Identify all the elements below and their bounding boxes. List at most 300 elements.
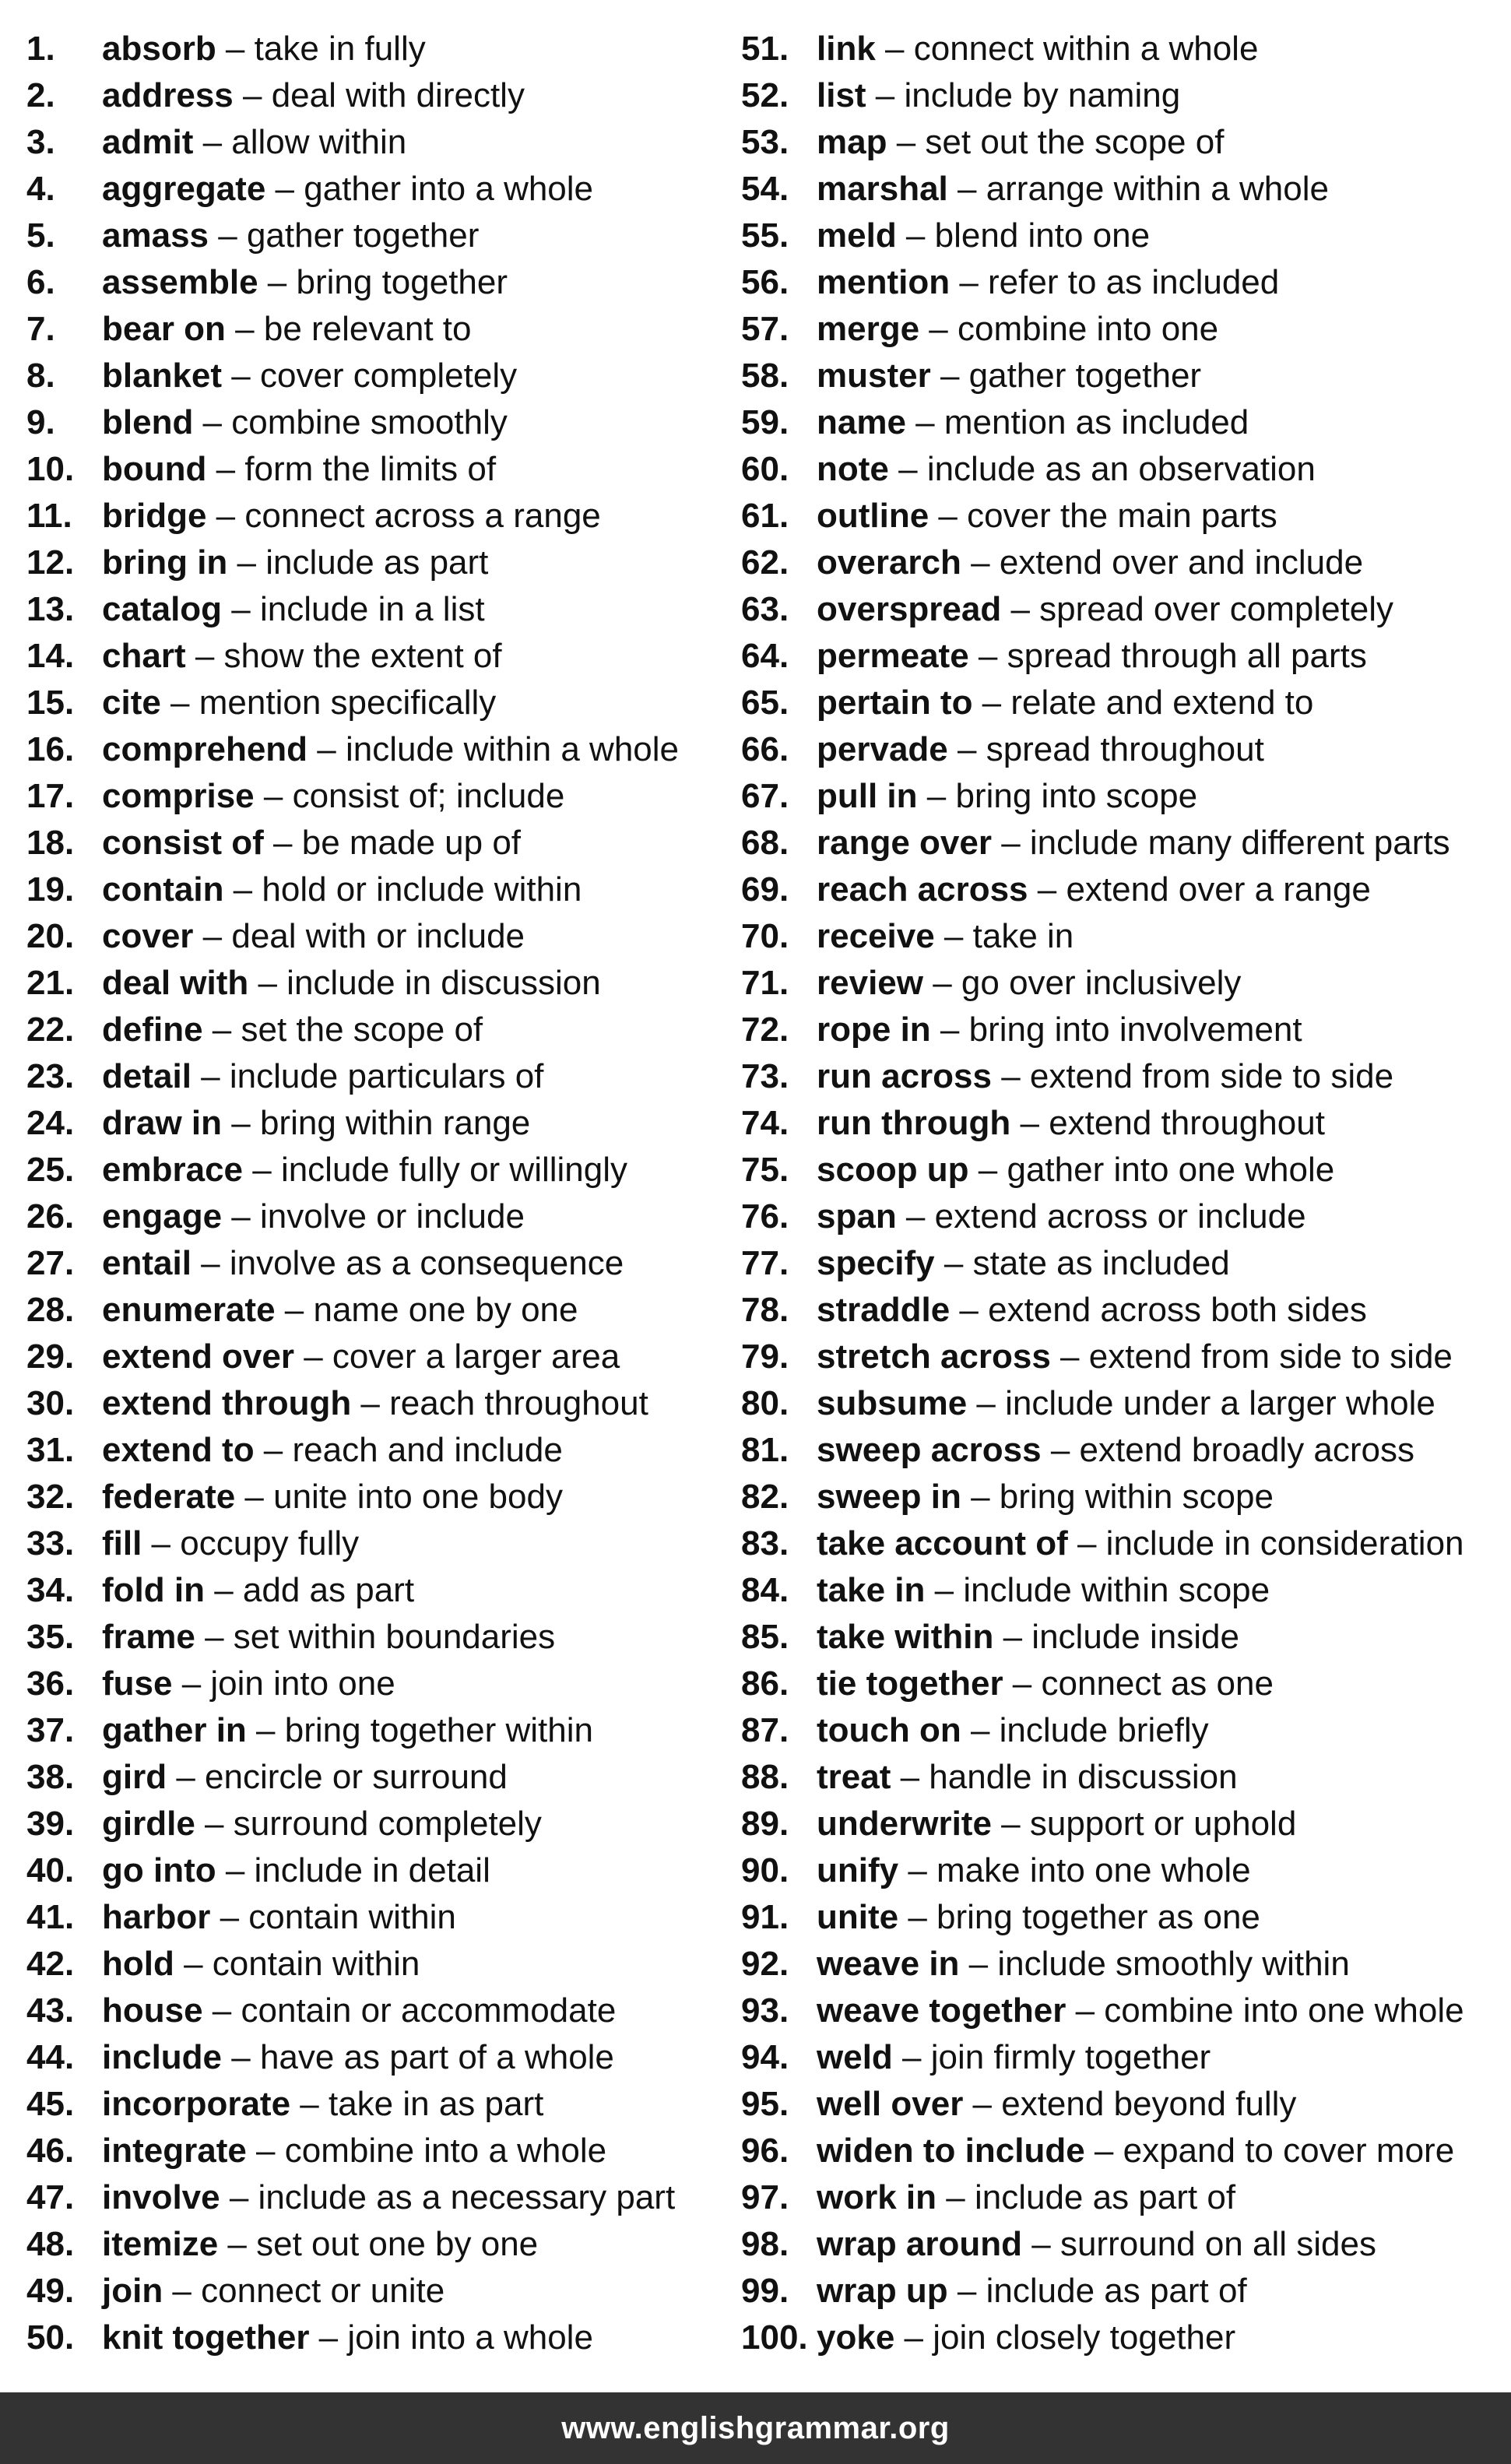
item-number: 1. (26, 30, 55, 68)
item-word: bound (102, 450, 207, 488)
item-word: unite (817, 1898, 899, 1936)
item-word: blanket (102, 357, 223, 395)
item-text (817, 680, 1313, 726)
item-word: define (102, 1011, 203, 1049)
item-definition: add as part (242, 1571, 415, 1609)
item-text (102, 1707, 593, 1754)
item-word: straddle (817, 1291, 951, 1329)
item-definition: extend beyond fully (1001, 2085, 1297, 2123)
item-word: consist of (102, 824, 264, 862)
item-text (817, 1193, 1306, 1240)
item-definition: include in discussion (286, 964, 601, 1002)
item-text (817, 2268, 1247, 2315)
item-separator: – (222, 590, 260, 628)
item-definition: gather together (968, 357, 1202, 395)
item-word: cite (102, 684, 161, 722)
item-definition: encircle or surround (205, 1758, 508, 1796)
item-text (102, 773, 564, 820)
item-number: 54. (741, 170, 789, 208)
item-text (817, 399, 1249, 446)
list-item (26, 680, 766, 726)
list-item (26, 1240, 766, 1287)
item-separator: – (1050, 1337, 1089, 1376)
item-text (817, 493, 1277, 540)
list-item (26, 446, 766, 493)
item-definition: connect across a range (244, 497, 601, 535)
list-item (26, 353, 766, 399)
list-item (741, 1427, 1481, 1474)
item-number: 39. (26, 1805, 75, 1843)
item-word: contain (102, 870, 224, 909)
item-word: entail (102, 1244, 192, 1282)
item-definition: include under a larger whole (1005, 1384, 1435, 1422)
item-text (102, 1427, 563, 1474)
list-item (741, 213, 1481, 259)
item-word: review (817, 964, 923, 1002)
item-definition: extend from side to side (1088, 1337, 1453, 1376)
item-separator: – (968, 1151, 1007, 1189)
item-definition: bring together as one (936, 1898, 1260, 1936)
item-text (817, 1661, 1274, 1707)
item-definition: involve as a consequence (229, 1244, 624, 1282)
item-definition: extend broadly across (1079, 1431, 1415, 1469)
item-definition: combine into one (958, 310, 1219, 348)
item-number: 14. (26, 637, 75, 675)
item-separator: – (195, 1805, 234, 1843)
item-number: 51. (741, 30, 789, 68)
item-text (102, 399, 508, 446)
item-number: 73. (741, 1057, 789, 1095)
list-item (26, 633, 766, 680)
item-word: well over (817, 2085, 964, 2123)
list-item (26, 119, 766, 166)
item-definition: support or uphold (1029, 1805, 1297, 1843)
list-item (741, 353, 1481, 399)
item-definition: be relevant to (263, 310, 472, 348)
item-number: 69. (741, 870, 789, 909)
list-item (26, 1053, 766, 1100)
list-item (741, 633, 1481, 680)
item-definition: bring together (296, 263, 508, 301)
item-number: 43. (26, 1991, 75, 2030)
item-definition: be made up of (301, 824, 522, 862)
item-separator: – (947, 2272, 986, 2310)
item-word: meld (817, 216, 897, 255)
item-separator: – (265, 170, 304, 208)
item-word: yoke (817, 2318, 895, 2357)
item-separator: – (991, 1805, 1030, 1843)
item-definition: join into one (210, 1664, 395, 1703)
list-item (26, 166, 766, 213)
list-item (26, 1847, 766, 1894)
item-definition: arrange within a whole (986, 170, 1329, 208)
item-separator: – (248, 964, 287, 1002)
list-item (26, 586, 766, 633)
list-item (26, 493, 766, 540)
item-word: treat (817, 1758, 891, 1796)
item-definition: reach and include (292, 1431, 563, 1469)
item-number: 74. (741, 1104, 789, 1142)
item-definition: set the scope of (241, 1011, 483, 1049)
list-item (26, 913, 766, 960)
list-item (26, 2315, 766, 2361)
item-separator: – (275, 1291, 314, 1329)
item-number: 82. (741, 1478, 789, 1516)
item-text (817, 820, 1450, 866)
item-number: 60. (741, 450, 789, 488)
item-text (102, 213, 479, 259)
item-text (817, 540, 1363, 586)
list-item (741, 1007, 1481, 1053)
item-text (817, 1988, 1464, 2034)
item-number: 90. (741, 1851, 789, 1889)
word-list-column-right (741, 26, 1481, 2361)
item-separator: – (222, 357, 260, 395)
item-word: comprise (102, 777, 255, 815)
item-definition: join closely together (933, 2318, 1236, 2357)
item-definition: gather into one whole (1007, 1151, 1335, 1189)
item-definition: include many different parts (1029, 824, 1450, 862)
item-separator: – (293, 1337, 332, 1376)
item-separator: – (163, 2272, 202, 2310)
list-item (26, 1801, 766, 1847)
list-item (741, 1053, 1481, 1100)
item-number: 12. (26, 543, 75, 582)
list-item (26, 213, 766, 259)
item-definition: include within scope (963, 1571, 1270, 1609)
item-separator: – (991, 1057, 1030, 1095)
list-item (26, 306, 766, 353)
item-word: sweep across (817, 1431, 1042, 1469)
item-separator: – (898, 1898, 937, 1936)
list-item (26, 1707, 766, 1754)
item-text (817, 1941, 1350, 1988)
item-word: run through (817, 1104, 1011, 1142)
item-definition: involve or include (259, 1197, 525, 1236)
item-text (102, 1380, 648, 1427)
item-definition: include as part of (986, 2272, 1247, 2310)
item-number: 13. (26, 590, 75, 628)
item-word: embrace (102, 1151, 244, 1189)
item-separator: – (950, 263, 989, 301)
item-definition: have as part of a whole (259, 2038, 614, 2076)
item-separator: – (1067, 1524, 1106, 1562)
item-definition: take in fully (254, 30, 426, 68)
list-item (741, 960, 1481, 1007)
item-word: admit (102, 123, 194, 161)
item-word: knit together (102, 2318, 310, 2357)
list-item (741, 2315, 1481, 2361)
item-separator: – (894, 2318, 933, 2357)
item-word: address (102, 76, 234, 114)
item-definition: cover a larger area (332, 1337, 620, 1376)
list-item (741, 259, 1481, 306)
list-item (26, 1147, 766, 1193)
item-text (102, 26, 426, 72)
list-item (741, 1988, 1481, 2034)
item-text (102, 1847, 490, 1894)
item-number: 5. (26, 216, 55, 255)
list-item (741, 773, 1481, 820)
item-definition: name one by one (313, 1291, 578, 1329)
item-definition: go over inclusively (961, 964, 1242, 1002)
item-definition: consist of; include (292, 777, 565, 815)
item-word: hold (102, 1945, 174, 1983)
item-word: harbor (102, 1898, 211, 1936)
item-number: 11. (26, 497, 72, 535)
list-item (26, 540, 766, 586)
list-item (741, 2174, 1481, 2221)
item-word: cover (102, 917, 194, 955)
item-separator: – (888, 450, 927, 488)
item-text (102, 633, 502, 680)
item-separator: – (167, 1758, 206, 1796)
list-item (26, 1661, 766, 1707)
item-number: 29. (26, 1337, 75, 1376)
item-number: 96. (741, 2132, 789, 2170)
item-word: enumerate (102, 1291, 276, 1329)
list-item (741, 1661, 1481, 1707)
item-text (817, 866, 1371, 913)
item-separator: – (866, 76, 905, 114)
item-text (817, 72, 1180, 119)
item-separator: – (246, 2132, 285, 2170)
item-word: unify (817, 1851, 899, 1889)
item-separator: – (930, 1011, 969, 1049)
item-word: federate (102, 1478, 236, 1516)
item-definition: spread throughout (986, 730, 1264, 768)
item-word: overspread (817, 590, 1002, 628)
list-item (26, 960, 766, 1007)
item-number: 59. (741, 403, 789, 441)
item-definition: combine smoothly (231, 403, 508, 441)
item-separator: – (917, 777, 956, 815)
item-word: join (102, 2272, 163, 2310)
item-text (817, 2174, 1235, 2221)
list-item (741, 1287, 1481, 1334)
item-separator: – (930, 357, 969, 395)
item-separator: – (225, 310, 264, 348)
item-definition: set out one by one (256, 2225, 539, 2263)
item-word: work in (817, 2178, 937, 2216)
item-text (817, 1614, 1239, 1661)
item-number: 21. (26, 964, 75, 1002)
item-text (817, 166, 1329, 213)
item-text (102, 1474, 563, 1520)
item-number: 6. (26, 263, 55, 301)
item-text (102, 913, 525, 960)
word-list-column-left (26, 26, 766, 2361)
item-text (102, 119, 406, 166)
item-word: muster (817, 357, 931, 395)
item-text (102, 1894, 456, 1941)
item-word: gather in (102, 1711, 247, 1749)
item-text (102, 2081, 543, 2128)
item-definition: set out the scope of (925, 123, 1225, 161)
list-item (26, 1193, 766, 1240)
list-item (26, 866, 766, 913)
item-text (817, 26, 1258, 72)
item-word: touch on (817, 1711, 961, 1749)
item-separator: – (936, 2178, 975, 2216)
item-word: specify (817, 1244, 935, 1282)
item-definition: expand to cover more (1123, 2132, 1455, 2170)
item-word: take within (817, 1618, 994, 1656)
item-word: extend through (102, 1384, 352, 1422)
list-item (741, 2268, 1481, 2315)
item-word: wrap around (817, 2225, 1023, 2263)
item-separator: – (892, 2038, 931, 2076)
item-definition: combine into one whole (1104, 1991, 1464, 2030)
item-number: 67. (741, 777, 789, 815)
item-number: 33. (26, 1524, 75, 1562)
list-item (26, 2034, 766, 2081)
item-text (102, 2221, 538, 2268)
item-definition: include inside (1031, 1618, 1239, 1656)
item-word: amass (102, 216, 209, 255)
item-definition: cover completely (259, 357, 518, 395)
item-number: 23. (26, 1057, 75, 1095)
item-number: 49. (26, 2272, 75, 2310)
item-separator: – (1028, 870, 1066, 909)
item-number: 87. (741, 1711, 789, 1749)
item-text (102, 1240, 624, 1287)
item-number: 92. (741, 1945, 789, 1983)
list-item (741, 726, 1481, 773)
item-separator: – (222, 1197, 260, 1236)
item-number: 93. (741, 1991, 789, 2030)
list-item (741, 820, 1481, 866)
item-word: integrate (102, 2132, 247, 2170)
item-word: receive (817, 917, 935, 955)
item-word: blend (102, 403, 194, 441)
item-number: 84. (741, 1571, 789, 1609)
list-item (26, 1100, 766, 1147)
item-separator: – (919, 310, 958, 348)
item-definition: contain or accommodate (241, 1991, 617, 2030)
item-text (817, 306, 1218, 353)
item-separator: – (206, 450, 245, 488)
list-item (26, 1334, 766, 1380)
list-item (26, 1567, 766, 1614)
list-item (741, 1801, 1481, 1847)
word-list (0, 26, 1511, 2357)
list-item (741, 1100, 1481, 1147)
item-number: 25. (26, 1151, 75, 1189)
item-number: 88. (741, 1758, 789, 1796)
item-separator: – (142, 1524, 181, 1562)
item-word: girdle (102, 1805, 195, 1843)
item-definition: extend over and include (999, 543, 1364, 582)
footer-bar (0, 2392, 1511, 2464)
item-definition: bring within scope (999, 1478, 1274, 1516)
item-text (102, 1801, 542, 1847)
item-separator: – (1022, 2225, 1060, 2263)
item-number: 79. (741, 1337, 789, 1376)
item-word: underwrite (817, 1805, 992, 1843)
item-definition: include briefly (999, 1711, 1209, 1749)
item-number: 100. (741, 2318, 808, 2357)
item-separator: – (967, 1384, 1006, 1422)
item-definition: join firmly together (930, 2038, 1211, 2076)
item-definition: bring into involvement (968, 1011, 1302, 1049)
item-separator: – (290, 2085, 329, 2123)
item-text (817, 1147, 1334, 1193)
item-definition: mention specifically (199, 684, 497, 722)
list-item (26, 2081, 766, 2128)
item-separator: – (218, 2225, 257, 2263)
item-separator: – (307, 730, 346, 768)
item-definition: reach throughout (389, 1384, 648, 1422)
item-number: 77. (741, 1244, 789, 1282)
item-text (102, 72, 525, 119)
item-number: 95. (741, 2085, 789, 2123)
item-text (102, 1147, 627, 1193)
item-separator: – (1041, 1431, 1080, 1469)
item-number: 46. (26, 2132, 75, 2170)
item-definition: handle in discussion (929, 1758, 1238, 1796)
item-text (102, 1007, 483, 1053)
item-number: 78. (741, 1291, 789, 1329)
item-text (817, 1474, 1274, 1520)
item-number: 44. (26, 2038, 75, 2076)
item-definition: refer to as included (988, 263, 1280, 301)
item-number: 34. (26, 1571, 75, 1609)
item-separator: – (896, 1197, 935, 1236)
item-separator: – (202, 1011, 241, 1049)
item-number: 31. (26, 1431, 75, 1469)
item-separator: – (246, 1711, 285, 1749)
item-definition: show the extent of (223, 637, 502, 675)
item-text (817, 726, 1264, 773)
item-number: 19. (26, 870, 75, 909)
list-item (741, 1520, 1481, 1567)
item-number: 8. (26, 357, 55, 395)
list-item (741, 2034, 1481, 2081)
item-word: range over (817, 824, 992, 862)
item-word: detail (102, 1057, 192, 1095)
list-item (26, 399, 766, 446)
list-item (741, 1147, 1481, 1193)
item-word: gird (102, 1758, 167, 1796)
item-definition: surround completely (233, 1805, 542, 1843)
list-item (26, 1988, 766, 2034)
item-separator: – (202, 1991, 241, 2030)
list-item (741, 1894, 1481, 1941)
list-item (26, 726, 766, 773)
list-item (26, 72, 766, 119)
item-number: 53. (741, 123, 789, 161)
item-text (817, 2128, 1454, 2174)
item-definition: include as part of (974, 2178, 1236, 2216)
item-separator: – (1010, 1104, 1049, 1142)
item-definition: allow within (231, 123, 407, 161)
item-text (817, 1380, 1435, 1427)
item-text (817, 1847, 1251, 1894)
list-item (26, 1520, 766, 1567)
item-number: 9. (26, 403, 55, 441)
item-number: 64. (741, 637, 789, 675)
item-definition: take in as part (328, 2085, 544, 2123)
item-word: marshal (817, 170, 948, 208)
item-separator: – (185, 637, 224, 675)
list-item (26, 773, 766, 820)
item-number: 99. (741, 2272, 789, 2310)
list-item (741, 119, 1481, 166)
item-separator: – (968, 637, 1007, 675)
item-word: house (102, 1991, 203, 2030)
item-word: take in (817, 1571, 926, 1609)
